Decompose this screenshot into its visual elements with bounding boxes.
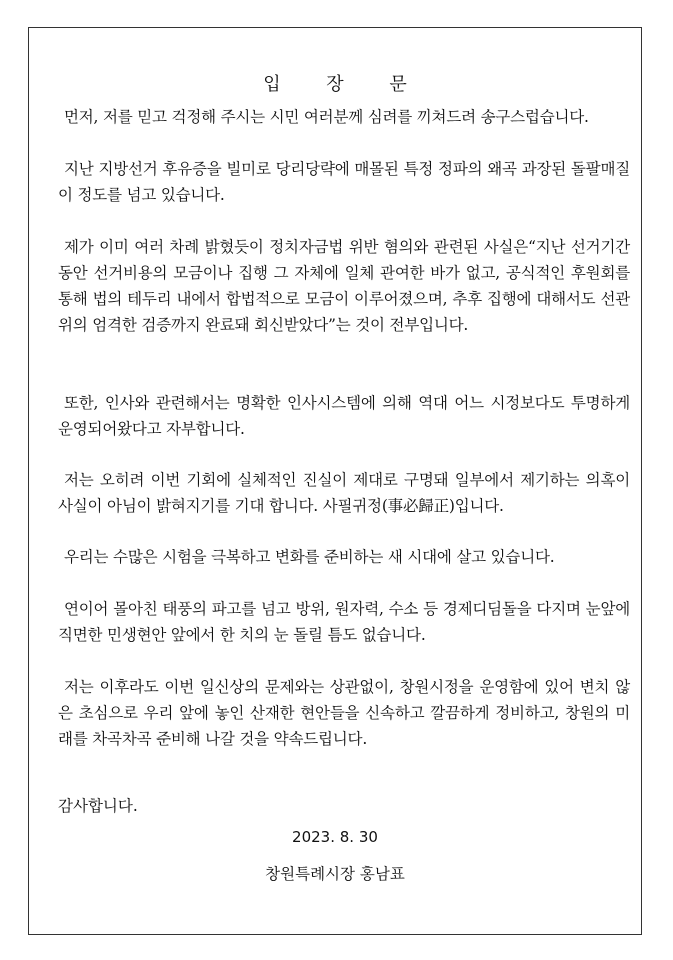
- paragraph-promise: 저는 이후라도 이번 일신상의 문제와는 상관없이, 창원시정을 운영함에 있어 변치 않은 초심으로 우리 앞에 놓인 산재한 현안들을 신속하고 깔끔하게 정비하고, 창원의 미래를 차곡차곡 준비해 나갈 것을 약속드립니다.: [58, 678, 630, 748]
- signer-name: 창원특례시장 홍남표: [265, 865, 405, 883]
- paragraph-livelihood: 연이어 몰아친 태풍의 파고를 넘고 방위, 원자력, 수소 등 경제디딤돌을 다지며 눈앞에 직면한 민생현안 앞에서 한 치의 눈 돌릴 틈도 없습니다.: [58, 600, 630, 644]
- paragraph-personnel: 또한, 인사와 관련해서는 명확한 인사시스템에 의해 역대 어느 시정보다도 투명하게 운영되어왔다고 자부합니다.: [58, 394, 630, 438]
- paragraph-truth: 저는 오히려 이번 기회에 실체적인 진실이 제대로 구명돼 일부에서 제기하는 의혹이 사실이 아님이 밝혀지기를 기대 합니다. 사필귀정(事必歸正)입니다.: [58, 471, 630, 515]
- paragraph-political-funds: 제가 이미 여러 차례 밝혔듯이 정치자금법 위반 혐의와 관련된 사실은“지난 선거기간 동안 선거비용의 모금이나 집행 그 자체에 일체 관여한 바가 없고, 공식적인 후원회를 통해 법의 테두리 내에서 합법적으로 모금이 이루어졌으며, 추후 집행에 대해서도 선관위의 엄격한 검증까지 완료돼 회신받았다”는 것이 전부입니다.: [58, 238, 630, 334]
- paragraph-criticism: 지난 지방선거 후유증을 빌미로 당리당략에 매몰된 특정 정파의 왜곡 과장된 돌팔매질이 정도를 넘고 있습니다.: [58, 160, 630, 204]
- document-title: 입 장 문: [263, 74, 427, 95]
- closing-thanks: 감사합니다.: [58, 797, 138, 815]
- document-date: 2023. 8. 30: [292, 828, 378, 846]
- paragraph-new-era: 우리는 수많은 시험을 극복하고 변화를 준비하는 새 시대에 살고 있습니다.: [64, 548, 555, 566]
- document-frame: [28, 27, 642, 935]
- paragraph-apology: 먼저, 저를 믿고 걱정해 주시는 시민 여러분께 심려를 끼쳐드려 송구스럽습니다.: [64, 108, 589, 126]
